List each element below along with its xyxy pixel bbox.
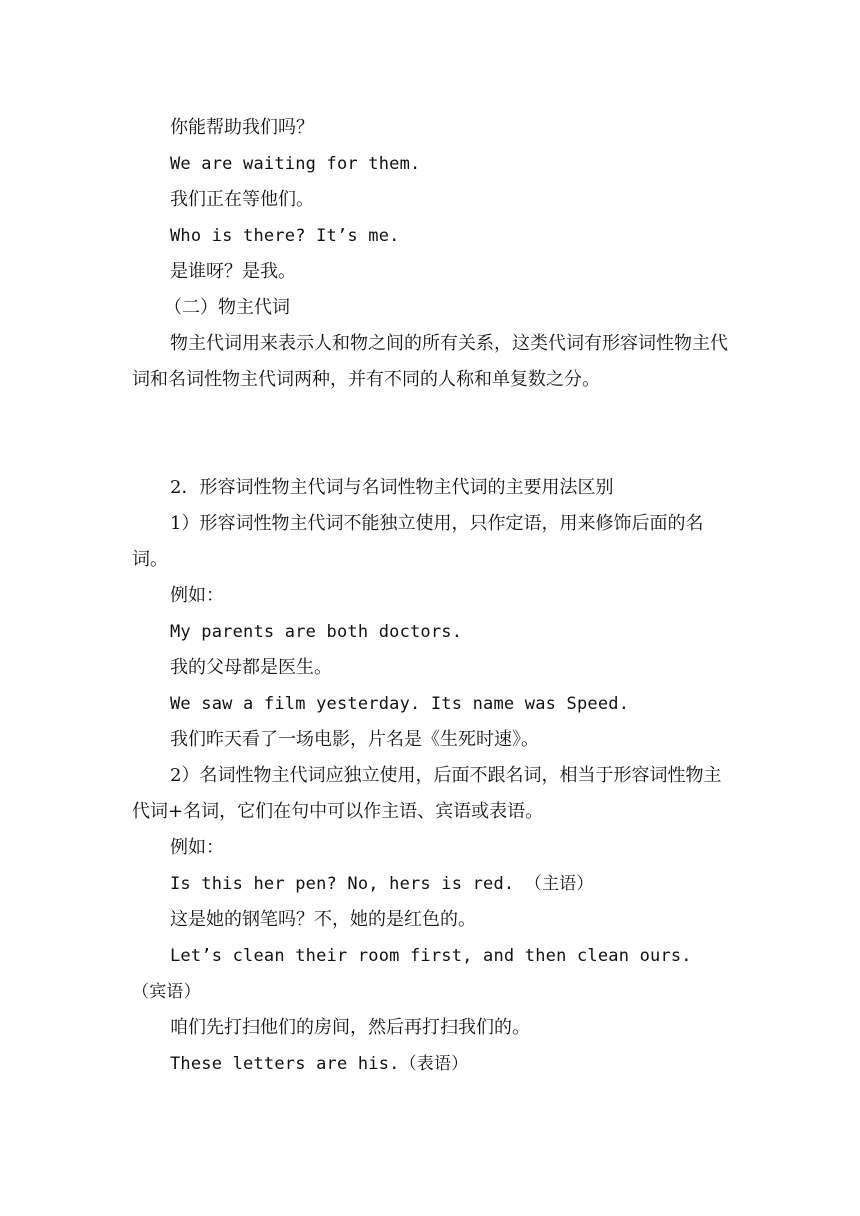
section-heading: （二）物主代词	[164, 297, 290, 318]
english-sentence: We are waiting for them.	[170, 154, 421, 174]
section-heading: 2．形容词性物主代词与名词性物主代词的主要用法区别	[170, 477, 614, 498]
chinese-sentence: 你能帮助我们吗？	[170, 117, 314, 138]
chinese-sentence: 我们昨天看了一场电影，片名是《生死时速》。	[170, 729, 539, 750]
paragraph-gap	[132, 398, 732, 470]
english-sentence: My parents are both doctors.	[170, 622, 463, 642]
chinese-sentence: 我的父母都是医生。	[170, 657, 332, 678]
english-sentence: Who is there? It’s me.	[170, 226, 400, 246]
chinese-sentence: 这是她的钢笔吗？不，她的是红色的。	[170, 909, 476, 930]
document-body	[132, 110, 732, 1082]
chinese-sentence: 是谁呀？是我。	[170, 261, 296, 282]
english-sentence: We saw a film yesterday. Its name was Speed.	[170, 694, 630, 714]
example-label: 例如：	[170, 837, 224, 858]
english-sentence: Let’s clean their room first, and then clean ours. （宾语）	[132, 946, 692, 1002]
english-sentence: Is this her pen? No, hers is red. （主语）	[170, 874, 594, 894]
chinese-sentence: 咱们先打扫他们的房间，然后再打扫我们的。	[170, 1017, 530, 1038]
english-sentence: These letters are his.（表语）	[170, 1054, 469, 1074]
example-label: 例如：	[170, 585, 224, 606]
body-paragraph: 1）形容词性物主代词不能独立使用，只作定语，用来修饰后面的名词。	[132, 513, 704, 570]
body-paragraph: 2）名词性物主代词应独立使用，后面不跟名词，相当于形容词性物主代词+名词，它们在句中可以作主语、宾语或表语。	[132, 765, 722, 822]
body-paragraph: 物主代词用来表示人和物之间的所有关系，这类代词有形容词性物主代词和名词性物主代词两种，并有不同的人称和单复数之分。	[132, 333, 728, 390]
chinese-sentence: 我们正在等他们。	[170, 189, 314, 210]
